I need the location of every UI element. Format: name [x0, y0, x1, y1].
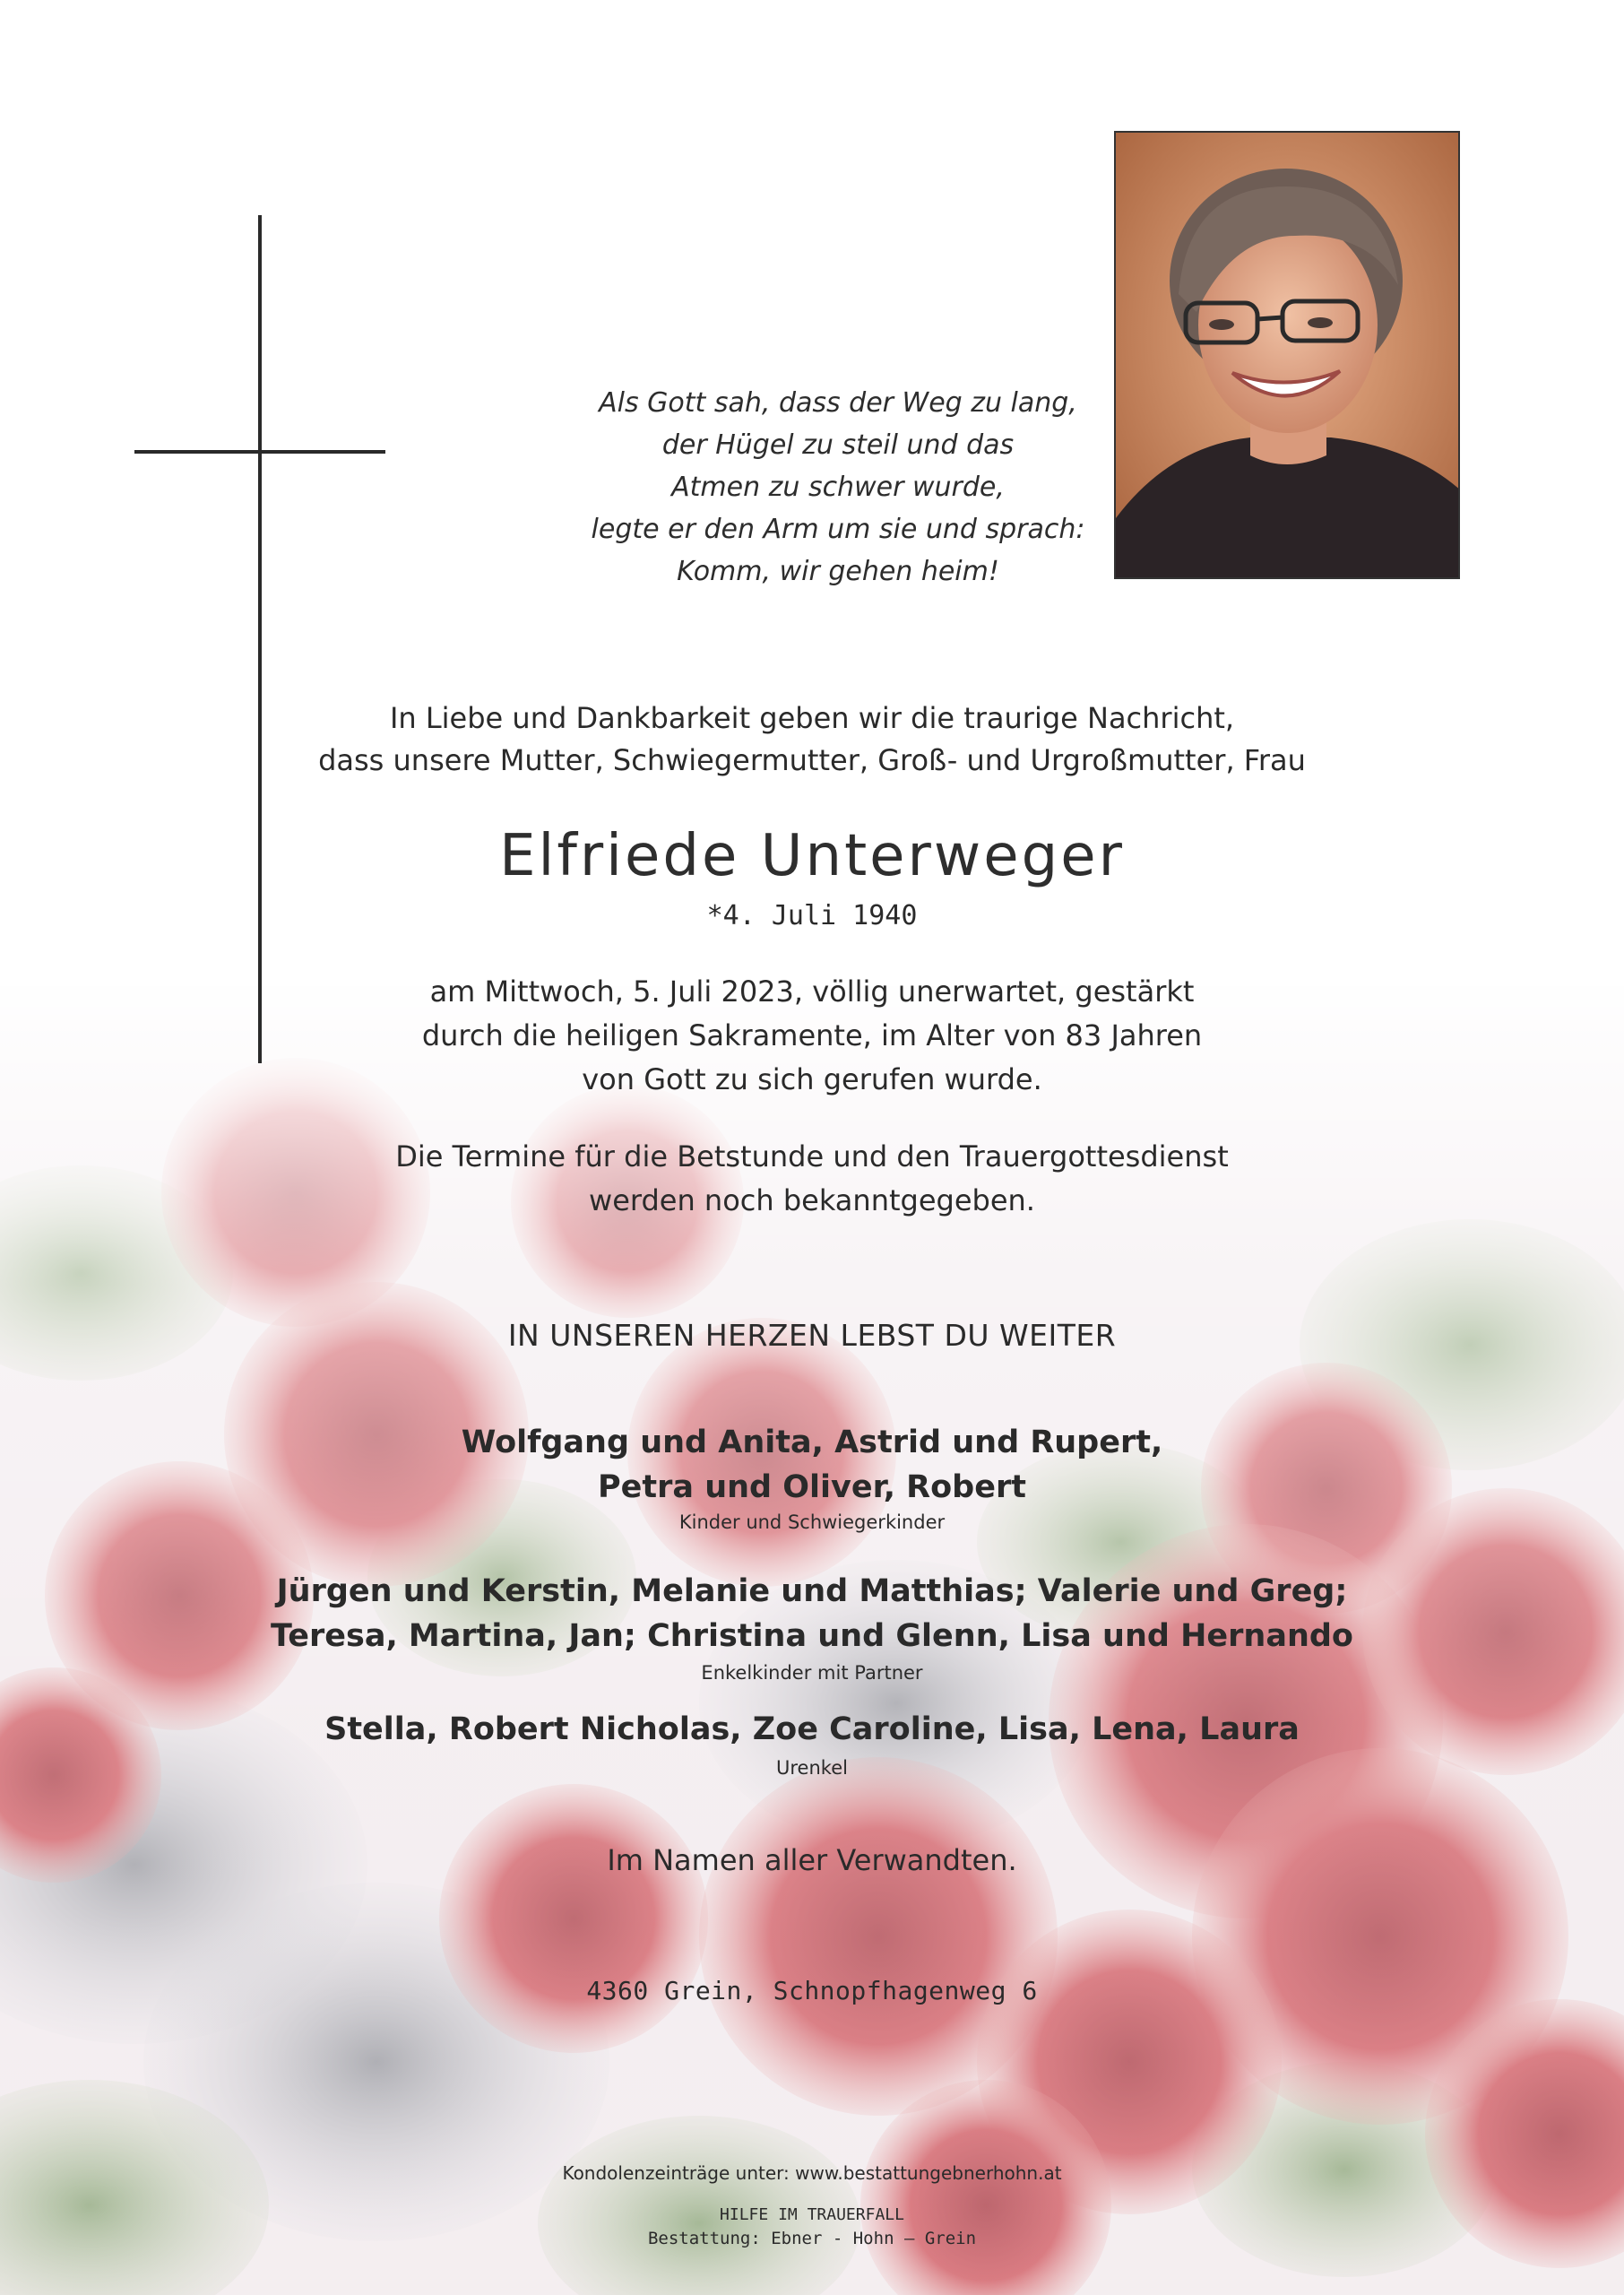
service-notice: [0, 1135, 1624, 1223]
death-line: am Mittwoch, 5. Juli 2023, völlig unerwartet, gestärkt: [429, 974, 1195, 1009]
death-line: von Gott zu sich gerufen wurde.: [582, 1062, 1042, 1096]
service-line: Die Termine für die Betstunde und den Trauergottesdienst: [395, 1139, 1229, 1173]
poem-line: Komm, wir gehen heim!: [677, 556, 999, 587]
intro-line: In Liebe und Dankbarkeit geben wir die traurige Nachricht,: [389, 701, 1235, 735]
family-children: [0, 1420, 1624, 1510]
intro-line: dass unsere Mutter, Schwiegermutter, Groß- und Urgroßmutter, Frau: [318, 743, 1306, 777]
cross-icon-bar: [134, 450, 385, 454]
intro-text: [0, 697, 1624, 782]
deceased-name: Elfriede Unterweger: [499, 823, 1125, 889]
portrait-photo: [1114, 131, 1460, 579]
memorial-heading: IN UNSEREN HERZEN LEBST DU WEITER: [507, 1318, 1117, 1353]
poem: [538, 382, 1138, 593]
family-caption: Kinder und Schwiegerkinder: [678, 1511, 946, 1533]
family-line: Wolfgang und Anita, Astrid und Rupert,: [461, 1425, 1163, 1460]
birth-date: *4. Juli 1940: [706, 900, 918, 931]
family-line: Stella, Robert Nicholas, Zoe Caroline, Lisa, Lena, Laura: [324, 1711, 1300, 1747]
family-grandchildren: [0, 1569, 1624, 1658]
family-line: Jürgen und Kerstin, Melanie und Matthias; Valerie und Greg;: [276, 1573, 1348, 1609]
address: 4360 Grein, Schnopfhagenweg 6: [586, 1976, 1038, 2005]
poem-line: der Hügel zu steil und das: [661, 429, 1015, 461]
family-caption: Urenkel: [776, 1757, 848, 1779]
family-greatgrandchildren: [0, 1707, 1624, 1752]
cross-icon: [258, 215, 262, 1063]
family-line: Teresa, Martina, Jan; Christina und Glenn, Lisa und Hernando: [271, 1618, 1353, 1654]
service-line: werden noch bekanntgegeben.: [589, 1183, 1035, 1217]
family-caption: Enkelkinder mit Partner: [701, 1662, 923, 1684]
poem-line: Als Gott sah, dass der Weg zu lang,: [599, 387, 1077, 419]
death-notice: [0, 970, 1624, 1102]
death-line: durch die heiligen Sakramente, im Alter von 83 Jahren: [421, 1018, 1203, 1052]
condolence-link[interactable]: Kondolenzeinträge unter: www.bestattungebnerhohn.at: [562, 2162, 1062, 2184]
poem-line: Atmen zu schwer wurde,: [671, 472, 1005, 503]
poem-line: legte er den Arm um sie und sprach:: [591, 514, 1085, 545]
family-line: Petra und Oliver, Robert: [598, 1469, 1026, 1505]
relatives-signoff: Im Namen aller Verwandten.: [607, 1843, 1017, 1877]
funeral-service-heading: HILFE IM TRAUERFALL: [720, 2205, 904, 2224]
funeral-service-name: Bestattung: Ebner - Hohn – Grein: [647, 2229, 977, 2248]
